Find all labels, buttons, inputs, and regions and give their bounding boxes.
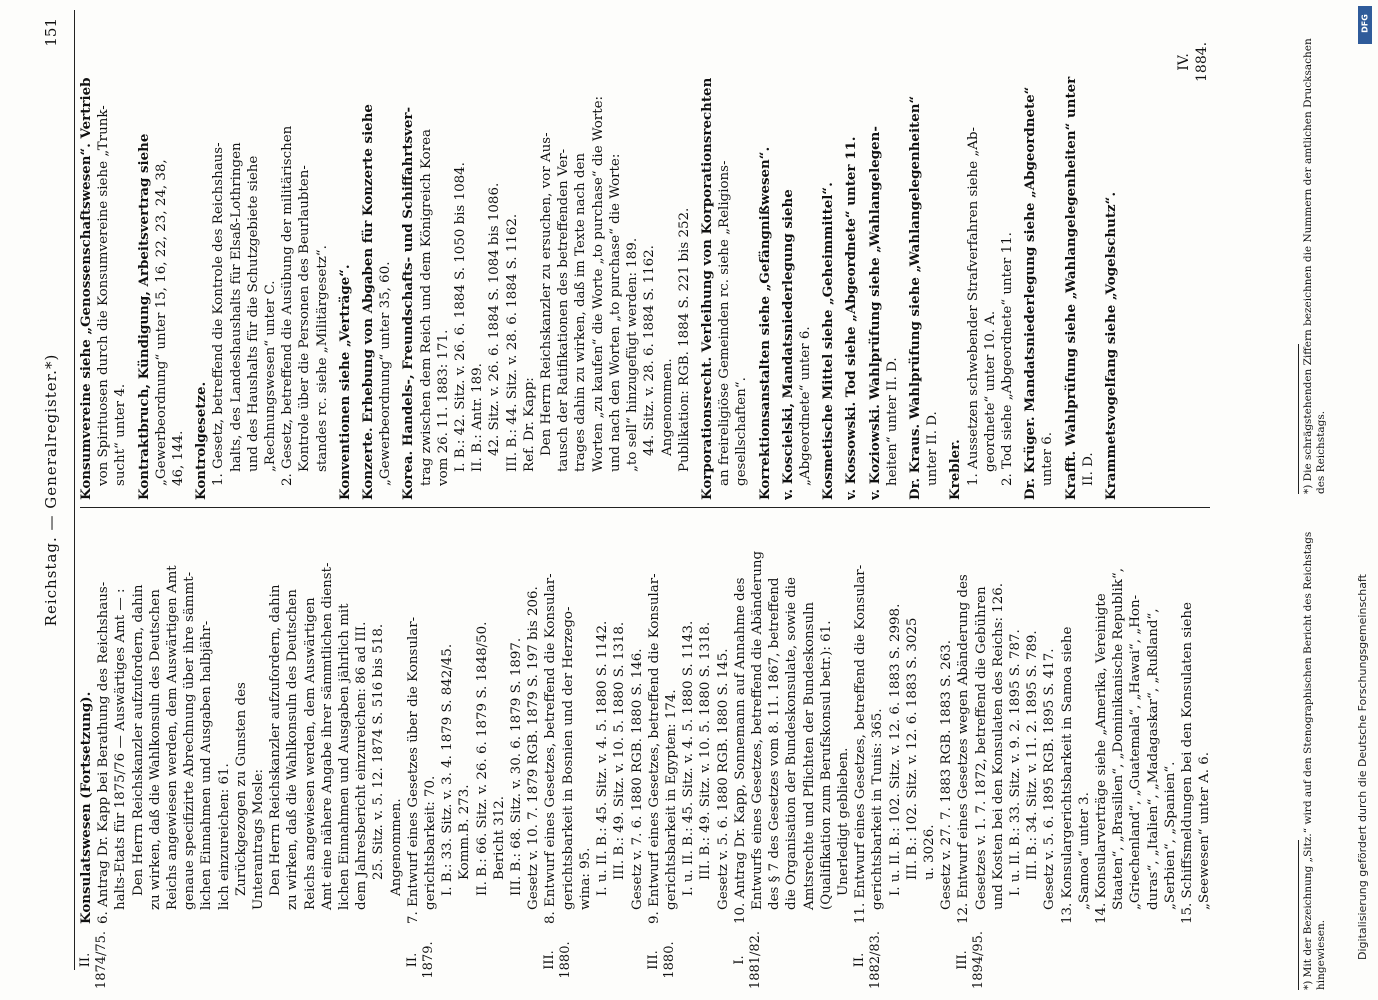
entry-line: Angenommen. [659, 358, 675, 456]
dfg-logo [1358, 6, 1372, 44]
entry-line: Amtsrechte und Pflichten der Bundeskonsuln [801, 601, 817, 910]
entry-line: genaue specifizirte Abrechnung über ihre sämmt- [182, 571, 198, 910]
entry-body [78, 516, 405, 924]
entry-body [852, 516, 955, 924]
entry-line: gerichtsbarkeit in Egypten: 174. [663, 689, 679, 910]
entry-line: Gesetz v. 27. 7. 1883 RGB. 1883 S. 263. [939, 639, 955, 910]
entry-line: gerichtsbarkeit: 70. [423, 775, 439, 910]
entry-line: Angenommen. [388, 798, 404, 896]
session-marginal-note: II. 1882/83. [852, 930, 884, 990]
entry-line: III. B.: 68. Sitz. v. 30. 6. 1879 S. 1897. [509, 637, 525, 896]
entry-line: „Gewerbeordnung“ unter 15, 16, 22, 23, 24, 38, [153, 159, 169, 486]
entry-line: lichen Einnahmen und Ausgaben halbjähr- [199, 620, 215, 910]
entry-line: Kontraktbruch, Kündigung, Arbeitsvertrag siehe [135, 133, 152, 500]
digitization-credit [1352, 0, 1374, 1000]
register-entry [542, 516, 645, 996]
entry-body [1059, 516, 1214, 924]
entry-line: gerichtsbarkeit in Tunis: 365. [870, 708, 886, 910]
entry-line: Staaten“, „Brasilien“, „Dominikanische Republik“, [1111, 568, 1127, 910]
entry-line: I. u. II. B.: 33. Sitz. v. 9. 2. 1895 S. 787. [1007, 629, 1023, 896]
entry-line: Gesetzes v. 1. 7. 1872, betreffend die Gebühren [973, 586, 989, 910]
entry-line: 2. Gesetz, betreffend die Ausübung der militärischen [280, 125, 296, 486]
entry-line: Konzerte. Erhebung von Abgaben für Konzerte siehe [360, 104, 377, 500]
entry-line: Konsulatswesen (Fortsetzung). [78, 691, 94, 924]
entry-line: Den Herrn Reichskanzler zu ersuchen, vor Aus- [539, 132, 555, 456]
entry-line: Worten „zu kaufen“ die Worte „to purchase“ die Worte: [590, 95, 606, 472]
entry-line: zu wirken, daß die Wahlkonsuln des Deutschen [285, 589, 301, 910]
right-footnote-rule [1298, 344, 1299, 494]
entry-line: Dr. Krüger. Mandatsniederlegung siehe „Abgeordnete“ [1022, 86, 1039, 500]
entry-line: II. D. [1080, 452, 1096, 486]
entry-line: 6. Antrag Dr. Kapp bei Berathung des Reichshaus- [96, 581, 112, 924]
dfg-logo-text: DFG [1360, 14, 1370, 33]
right-footnote: *) Die schrägstehenden Ziffern bezeichnen die Nummern der amtlichen Drucksachen des Reichstags. [1302, 38, 1327, 494]
page-number: 151 [42, 18, 60, 47]
entry-line: Konventionen siehe „Verträge“. [336, 264, 353, 500]
session-marginal-note: II. 1879. [404, 941, 436, 979]
entry-line: Reichs angewiesen werden, dem Auswärtigen Amt [165, 565, 181, 910]
entry-line: 7. Entwurf eines Gesetzes über die Konsular- [405, 616, 421, 924]
entry-line: II. B.: Antr. 189. [470, 363, 486, 472]
entry-line: 42. Sitz. v. 26. 6. 1884 S. 1084 bis 1086. [487, 182, 503, 456]
entry-line: geordnete“ unter 10. A. [982, 310, 998, 472]
entry-line: Publikation: RGB. 1884 S. 221 bis 252. [676, 207, 692, 472]
entry-line: „Serbien“, „Spanien“. [1162, 761, 1178, 910]
running-title: Reichstag. — Generalregister.*) [42, 353, 60, 627]
entry-line: die Organisation der Bundeskonsulate, sowie die [784, 577, 800, 910]
entry-line: dem Jahresbericht einzureichen: 86 ad III. [354, 621, 370, 910]
entry-line: Gesetz v. 5. 6. 1880 RGB. 1880 S. 145. [715, 648, 731, 910]
entry-line: wina: 95. [577, 847, 593, 910]
entry-line: lich einzureichen: 61. [216, 763, 232, 910]
entry-line: Korea. Handels-, Freundschafts- und Schiffahrtsver- [400, 106, 417, 500]
register-entry [1059, 516, 1214, 996]
right-column [78, 20, 1120, 500]
entry-line: 10. Antrag Dr. Kapp, Sonnemann auf Annahme des [732, 577, 748, 924]
register-entry [852, 516, 955, 996]
register-entry [955, 516, 1058, 996]
entry-line: 14. Konsularverträge siehe „Amerika, Vereinigte [1093, 593, 1109, 924]
entry-line: duras“, „Italien“, „Madagaskar“, „Rußland“, [1145, 608, 1161, 910]
entry-line: Konsumvereine siehe „Genossenschaftswesen“. Vertrieb [78, 77, 94, 500]
entry-line: Den Herrn Reichskanzler aufzufordern, dahin [268, 584, 284, 896]
entry-line: 12. Entwurf eines Gesetzes wegen Abänderung des [956, 574, 972, 924]
entry-line: I. B.: 42. Sitz. v. 26. 6. 1884 S. 1050 bis 1084. [453, 162, 469, 472]
entry-line: 46, 144. [171, 430, 187, 486]
entry-line: von Spirituosen durch die Konsumvereine siehe „Trunk- [96, 105, 112, 486]
entry-line: 8. Entwurf eines Gesetzes, betreffend die Konsular- [543, 573, 559, 924]
entry-line: Gesetz v. 5. 6. 1895 RGB. 1895 S. 417. [1042, 648, 1058, 910]
session-marginal-note: II. 1874/75. [78, 930, 109, 990]
entry-line: und Kosten bei den Konsulaten des Reichs: 126. [990, 582, 1006, 910]
entry-line: v. Koscielski, Mandatsniederlegung siehe [779, 189, 796, 500]
entry-line: Kosmetische Mittel siehe „Geheimmittel“. [820, 182, 837, 500]
entry-line: „Gewerbeordnung“ unter 35, 60. [378, 261, 394, 486]
entry-line: Gesetz v. 7. 6. 1880 RGB. 1880 S. 146. [629, 648, 645, 910]
session-marginal-note [1059, 924, 1214, 996]
entry-body [732, 516, 852, 924]
entry-line: III. B.: 102. Sitz. v. 12. 6. 1883 S. 3025 [904, 617, 920, 880]
entry-line: 13. Konsulargerichtsbarkeit in Samoa siehe [1059, 626, 1075, 924]
entry-line: Zurückgezogen zu Gunsten des [233, 682, 249, 896]
entry-line: des § 7 des Gesetzes vom 8. 11. 1867, betreffend [767, 577, 783, 910]
entry-line: „Abgeordnete“ unter 6. [797, 326, 813, 486]
entry-line: gesellschaften“. [734, 377, 750, 486]
entry-line: halts, des Landeshaushalts für Elsaß-Lothringen [228, 142, 244, 472]
entry-line: 15. Schiffsmeldungen bei den Konsulaten siehe [1180, 602, 1195, 924]
entry-line: I. u. II. B.: 45. Sitz. v. 4. 5. 1880 S. 1142. [595, 620, 611, 896]
entry-line: 25. Sitz. v. 5. 12. 1874 S. 516 bis 518. [371, 623, 387, 880]
entry-line: halts-Etats für 1875/76 — Auswärtiges Amt — : [113, 588, 129, 910]
entry-line: „Griechenland“, „Guatemala“, „Hawai“, „Hon- [1128, 594, 1144, 910]
entry-line: v. Koziowski. Wahlprüfung siehe „Wahlangelegen- [866, 126, 883, 500]
credit-text: Digitalisierung gefördert durch die Deutsche Forschungsgemeinschaft [1356, 574, 1369, 960]
entry-line: und des Haushalts für die Schutzgebiete siehe [245, 155, 261, 472]
entry-line: I. B.: 33. Sitz. v. 3. 4. 1879 S. 842/45. [440, 643, 456, 896]
entry-line: „to sell“ hinzugefügt werden: 189. [625, 237, 641, 472]
entry-line: Unterantrags Mosle: [251, 768, 267, 910]
entry-line: 9. Entwurf eines Gesetzes, betreffend die Konsular- [646, 573, 662, 924]
entry-line: „Rechnungswesen“ unter C. [263, 280, 279, 472]
entry-line: III. B.: 34. Sitz. v. 11. 2. 1895 S. 789. [1025, 630, 1041, 880]
register-entry [405, 516, 543, 996]
entry-line: Krammetsvogelfang siehe „Vogelschutz“. [1102, 191, 1119, 500]
session-marginal-note: III. 1894/95. [955, 930, 987, 990]
entry-line: Ref. Dr. Kapp: [521, 377, 537, 472]
entry-line: vom 26. 11. 1883: 171. [435, 329, 451, 486]
entry-line: Krebler. [947, 439, 964, 500]
entry-line: Amt eine nähere Angabe ihrer sämmtlichen dienst- [319, 562, 335, 910]
entry-body [405, 516, 543, 924]
entry-line: sucht“ unter 4. [113, 383, 129, 486]
entry-line: III. B.: 49. Sitz. v. 10. 5. 1880 S. 1318. [698, 621, 714, 880]
entry-line: Kontrolgesetze. [193, 381, 210, 500]
entry-line: Dr. Kraus. Wahlprüfung siehe „Wahlangelegenheiten“ [906, 95, 923, 500]
left-footnote-rule [1298, 840, 1299, 990]
entry-line: Krafft. Wahlprüfung siehe „Wahlangelegenheiten“ unter [1062, 76, 1079, 500]
entry-line: Bericht 312. [491, 795, 507, 880]
entry-line: v. Kossowski. Tod siehe „Abgeordnete“ unter 11. [843, 136, 860, 500]
entry-line: 1. Aussetzen schwebender Strafverfahren siehe „Ab- [965, 126, 981, 486]
session-marginal-note: III. 1880. [542, 941, 574, 979]
entry-line: standes rc. siehe „Militärgesetz“. [314, 245, 330, 472]
entry-line: Gesetz v. 10. 7. 1879 RGB. 1879 S. 197 bis 206. [526, 586, 542, 910]
entry-line: gerichtsbarkeit in Bosnien und der Herzego- [560, 606, 576, 910]
entry-body [646, 516, 732, 924]
session-marginal-note: I. 1881/82. [731, 930, 763, 990]
register-entry [732, 516, 852, 996]
column-divider [80, 507, 1210, 508]
entry-line: zu wirken, daß die Wahlkonsuln des Deutschen [147, 589, 163, 910]
header-rule [74, 10, 75, 970]
entry-line: II. B.: 66. Sitz. v. 26. 6. 1879 S. 1848/50. [474, 621, 490, 896]
entry-line: III. B.: 44. Sitz. v. 28. 6. 1884 S. 1162. [504, 213, 520, 472]
entry-line: Unerledigt geblieben. [835, 747, 851, 896]
entry-line: Korrektionsanstalten siehe „Gefängnißwesen“. [756, 146, 773, 500]
entry-line: I. u. II. B.: 102. Sitz. v. 12. 6. 1883 S. 2998. [887, 603, 903, 896]
entry-body [542, 516, 645, 924]
entry-line: unter 6. [1040, 432, 1056, 486]
page-header [42, 10, 70, 970]
entry-line: 2. Tod siehe „Abgeordnete“ unter 11. [999, 232, 1015, 486]
entry-line: Kontrole über die Personen des Beurlaubten- [297, 165, 313, 472]
entry-line: und nach den Worten „to purchase“ die Worte: [607, 153, 623, 472]
entry-line: an freireligiöse Gemeinden rc. siehe „Religions- [717, 160, 733, 486]
entry-line: tausch der Ratifikationen des betreffenden Ver- [556, 148, 572, 472]
entry-line: III. B.: 49. Sitz. v. 10. 5. 1880 S. 1318. [612, 621, 628, 880]
entry-line: unter II. D. [925, 411, 941, 486]
entry-line: 44. Sitz. v. 28. 6. 1884 S. 1162. [642, 245, 658, 456]
entry-line: (Qualifikation zum Berufskonsul betr.): 61. [818, 620, 834, 910]
entry-line: heiten“ unter II. D. [884, 357, 900, 486]
entry-line: trag zwischen dem Reich und dem Königreich Korea [418, 128, 434, 486]
entry-line: 1. Gesetz, betreffend die Kontrole des Reichshaus- [211, 142, 227, 486]
entry-line: Den Herrn Reichskanzler aufzufordern, dahin [130, 584, 146, 896]
entry-line: Korporationsrecht. Verleihung von Korporationsrechten [698, 77, 715, 500]
left-footnote: *) Mit der Bezeichnung „Sitz.“ wird auf den Stenographischen Bericht des Reichstags hingewiesen. [1302, 531, 1327, 990]
entry-line: Reichs angewiesen werden, dem Auswärtigen [302, 597, 318, 910]
entry-line: „Seewesen“ unter A. 6. [1197, 751, 1213, 910]
session-marginal-note: III. 1880. [645, 941, 677, 979]
register-entry [646, 516, 732, 996]
entry-line: u. 3026. [921, 824, 937, 880]
entry-line: Komm.B. 273. [457, 784, 473, 880]
volume-marker: IV. 1884. [1176, 41, 1210, 82]
entry-line: lichen Einnahmen und Ausgaben jährlich mit [337, 603, 353, 910]
left-column [78, 516, 1213, 996]
entry-line: Entwurfs eines Gesetzes, betreffend die Abänderung [749, 550, 765, 910]
register-entry [78, 516, 405, 996]
entry-line: „Samoa“ unter 3. [1076, 792, 1092, 910]
entry-line: I. u. II. B.: 45. Sitz. v. 4. 5. 1880 S. 1143. [681, 620, 697, 896]
entry-line: trages dahin zu wirken, daß im Texte nach den [573, 152, 589, 472]
entry-body [955, 516, 1058, 924]
entry-line: 11. Entwurf eines Gesetzes, betreffend die Konsular- [853, 564, 869, 924]
